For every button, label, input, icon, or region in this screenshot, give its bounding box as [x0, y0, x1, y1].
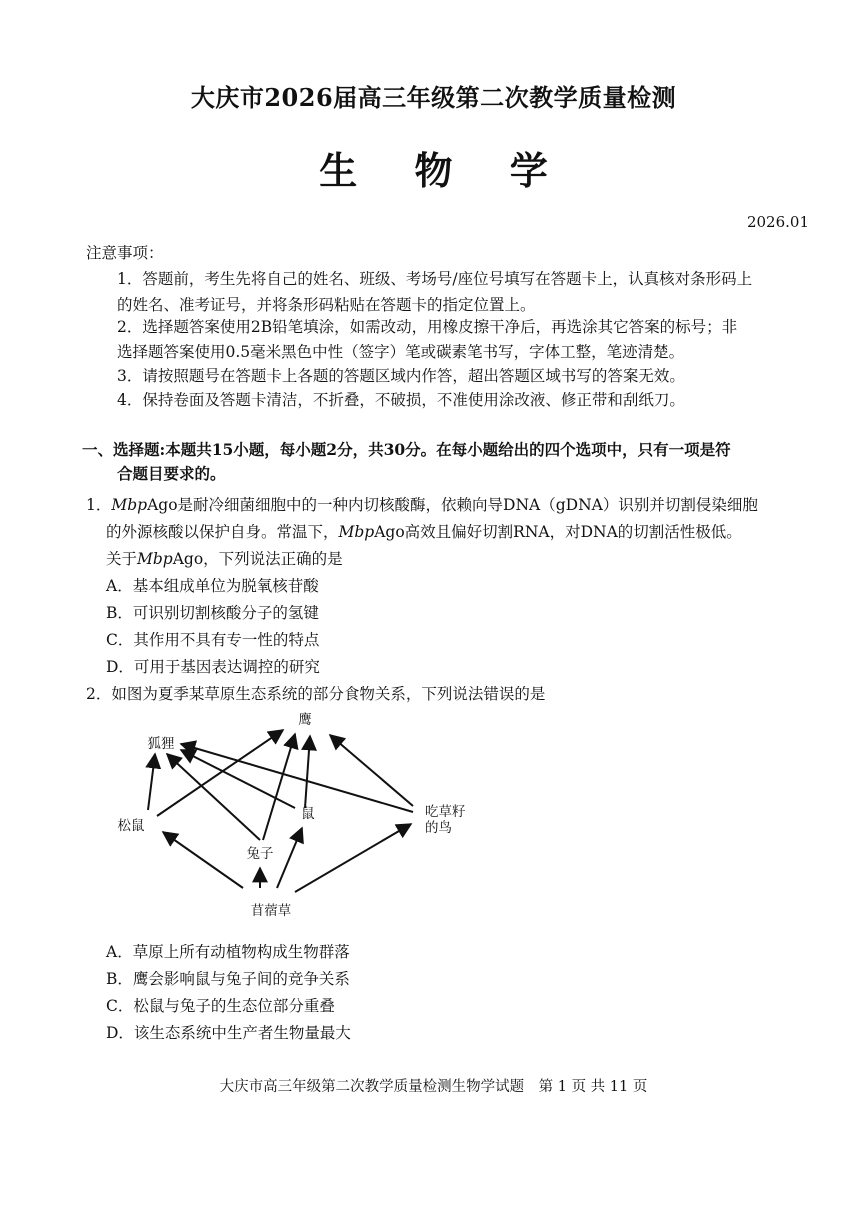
node-alfalfa: 苜蓿草	[250, 903, 292, 919]
arrow-rat-to-fox	[181, 750, 295, 808]
q2-option-a: A．草原上所有动植物构成生物群落	[106, 943, 350, 961]
notice-heading: 注意事项：	[86, 244, 164, 262]
q1-stem-line-2	[106, 519, 742, 545]
q1-term: Mbp	[338, 523, 375, 541]
notice-item-2: 2．选择题答案使用2B铅笔填涂，如需改动，用橡皮擦干净后，再选涂其它答案的标号；非	[117, 318, 738, 336]
node-squirrel: 松鼠	[117, 818, 145, 834]
exam-date: 2026.01	[746, 213, 809, 231]
q1-text: Ago是耐冷细菌细胞中的一种内切核酸酶，依赖向导DNA（gDNA）识别并切割侵染细胞	[147, 496, 758, 514]
food-web-diagram	[105, 708, 495, 930]
q1-stem-line-3	[106, 546, 343, 572]
section-heading: 一、选择题:本题共15小题，每小题2分，共30分。在每小题给出的四个选项中，只有一项是符	[82, 440, 731, 459]
q1-option-b: B．可识别切割核酸分子的氢键	[106, 604, 319, 622]
arrow-bird-to-eagle	[330, 735, 413, 806]
q1-number: 1．	[86, 496, 112, 514]
exam-title: 大庆市2026届高三年级第二次教学质量检测	[190, 83, 677, 112]
q2-option-b: B．鹰会影响鼠与兔子间的竞争关系	[106, 970, 350, 988]
q1-text: Ago，下列说法正确的是	[172, 550, 343, 568]
section-heading-cont: 合题目要求的。	[117, 464, 226, 483]
node-fox: 狐狸	[147, 736, 175, 752]
q2-option-d: D．该生态系统中生产者生物量最大	[106, 1024, 351, 1042]
notice-item-3: 3．请按照题号在答题卡上各题的答题区域内作答，超出答题区域书写的答案无效。	[117, 367, 685, 385]
node-rat: 鼠	[301, 806, 315, 822]
q1-option-c: C．其作用不具有专一性的特点	[106, 631, 320, 649]
q1-text: Ago高效且偏好切割RNA，对DNA的切割活性极低。	[374, 523, 742, 541]
arrow-alfalfa-to-rat	[277, 828, 302, 888]
node-bird: 吃草籽	[425, 804, 466, 820]
q1-option-d: D．可用于基因表达调控的研究	[106, 658, 320, 676]
q1-option-a: A．基本组成单位为脱氧核苷酸	[106, 577, 319, 595]
arrow-alfalfa-to-bird	[295, 824, 411, 892]
q1-text: 关于	[106, 550, 138, 568]
arrow-rabbit-to-eagle	[263, 734, 295, 840]
arrow-squirrel-to-fox	[148, 754, 155, 810]
notice-item-2-cont: 选择题答案使用0.5毫米黑色中性（签字）笔或碳素笔书写，字体工整，笔迹清楚。	[117, 343, 685, 361]
q2-stem: 2．如图为夏季某草原生态系统的部分食物关系，下列说法错误的是	[86, 685, 546, 703]
node-bird: 的鸟	[425, 820, 452, 836]
arrow-alfalfa-to-squirrel	[163, 832, 243, 888]
arrow-bird-to-fox	[181, 744, 413, 812]
notice-item-1-cont: 的姓名、准考证号，并将条形码粘贴在答题卡的指定位置上。	[117, 296, 536, 314]
node-rabbit: 兔子	[246, 846, 274, 862]
arrow-rat-to-eagle	[305, 736, 310, 808]
q1-text: 的外源核酸以保护自身。常温下，	[106, 523, 339, 541]
page-footer: 大庆市高三年级第二次教学质量检测生物学试题 第 1 页 共 11 页	[219, 1079, 648, 1095]
q1-stem-line-1	[86, 492, 758, 518]
q1-term: Mbp	[111, 496, 148, 514]
notice-item-4: 4．保持卷面及答题卡清洁，不折叠，不破损，不准使用涂改液、修正带和刮纸刀。	[117, 391, 685, 409]
q2-option-c: C．松鼠与兔子的生态位部分重叠	[106, 997, 335, 1015]
q1-term: Mbp	[137, 550, 173, 568]
notice-item-1: 1．答题前，考生先将自己的姓名、班级、考场号/座位号填写在答题卡上，认真核对条形码上	[117, 270, 753, 288]
subject-title: 生 物 学	[319, 148, 570, 193]
node-eagle: 鹰	[298, 712, 312, 728]
